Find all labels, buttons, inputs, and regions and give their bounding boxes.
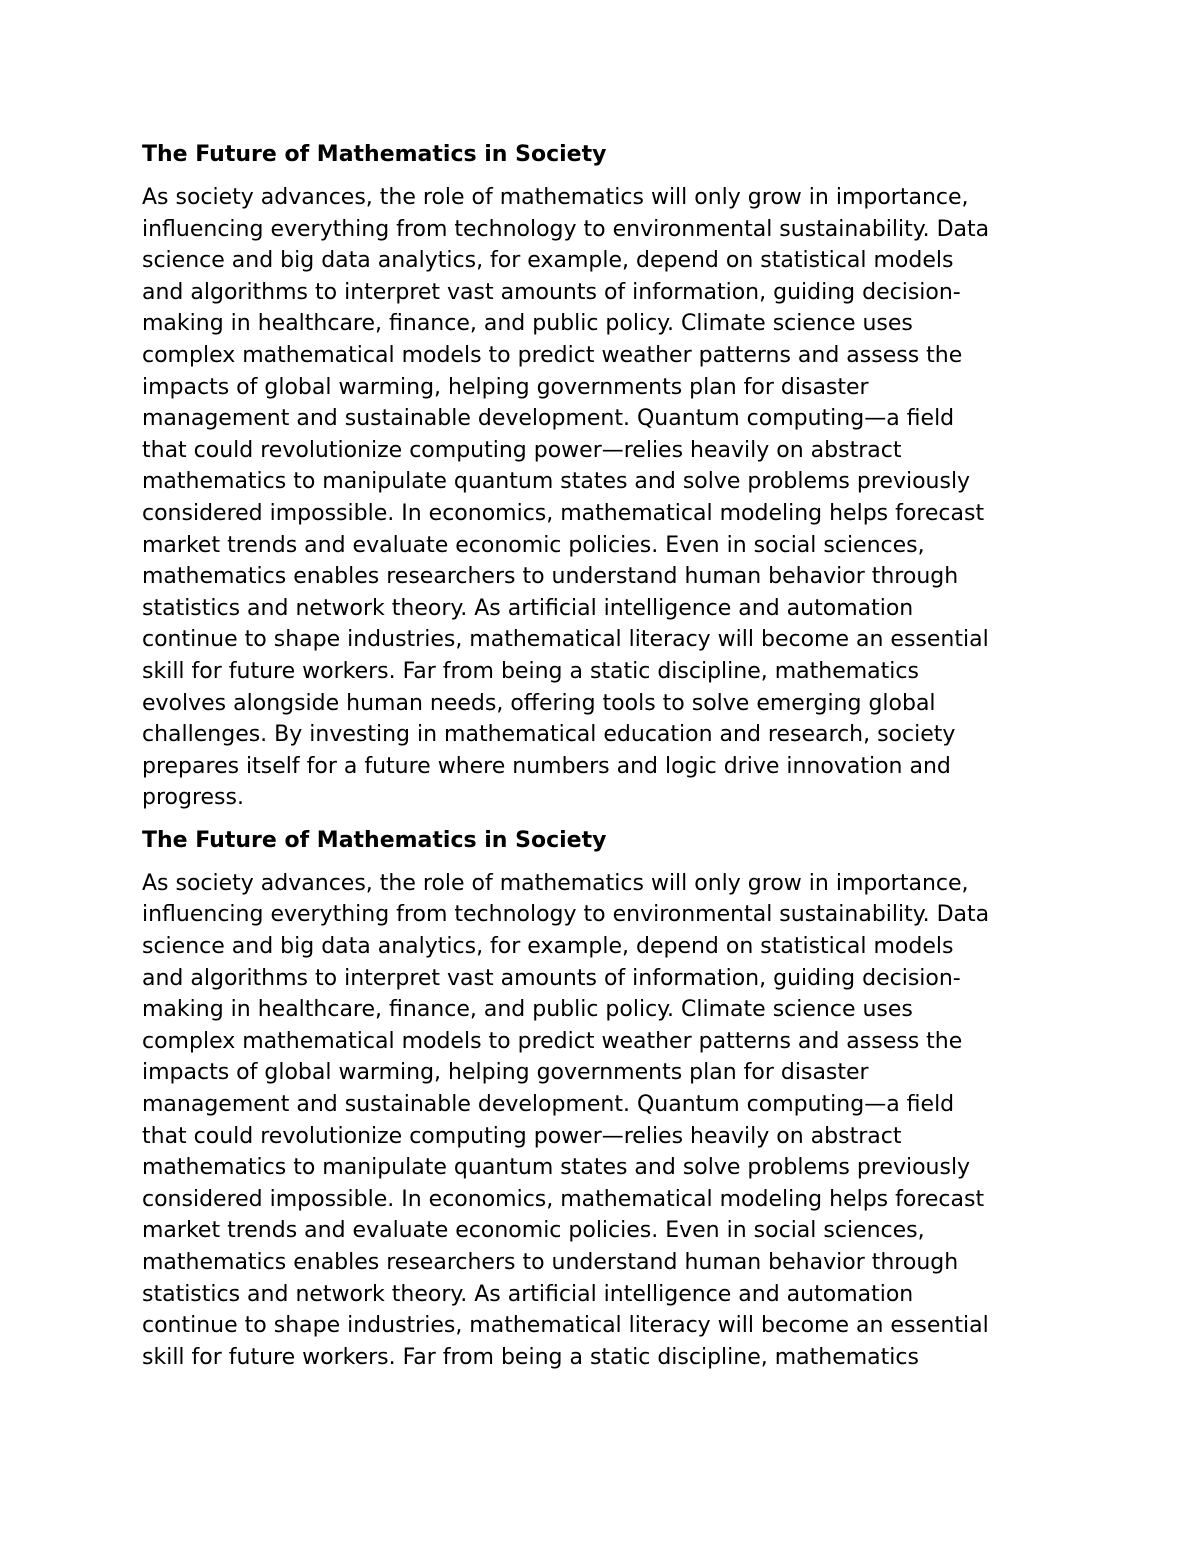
paragraph-line: skill for future workers. Far from being a static discipline, mathematics (142, 1344, 919, 1370)
paragraph-line: and algorithms to interpret vast amounts of information, guiding decision- (142, 279, 961, 305)
paragraph-line: challenges. By investing in mathematical education and research, society (142, 722, 956, 748)
paragraph-line: considered impossible. In economics, mathematical modeling helps forecast (142, 500, 985, 526)
paragraph-line: science and big data analytics, for example, depend on statistical models (142, 934, 954, 960)
section-paragraph (142, 868, 1062, 1374)
paragraph-line: mathematics to manipulate quantum states and solve problems previously (142, 469, 971, 495)
paragraph-line: complex mathematical models to predict weather patterns and assess the (142, 1028, 963, 1054)
paragraph-line: mathematics enables researchers to understand human behavior through (142, 564, 959, 590)
paragraph-line: continue to shape industries, mathematical literacy will become an essential (142, 1313, 989, 1339)
paragraph-line: complex mathematical models to predict weather patterns and assess the (142, 342, 963, 368)
paragraph-line: considered impossible. In economics, mathematical modeling helps forecast (142, 1186, 985, 1212)
paragraph-line: science and big data analytics, for example, depend on statistical models (142, 248, 954, 274)
paragraph-line: skill for future workers. Far from being a static discipline, mathematics (142, 658, 919, 684)
paragraph-line: impacts of global warming, helping governments plan for disaster (142, 1060, 869, 1086)
paragraph-line: making in healthcare, finance, and public policy. Climate science uses (142, 311, 913, 337)
paragraph-line: prepares itself for a future where numbers and logic drive innovation and (142, 753, 951, 779)
paragraph-line: and algorithms to interpret vast amounts of information, guiding decision- (142, 965, 961, 991)
paragraph-line: As society advances, the role of mathematics will only grow in importance, (142, 185, 969, 210)
section-paragraph (142, 182, 1062, 814)
paragraph-line: statistics and network theory. As artificial intelligence and automation (142, 1281, 914, 1307)
paragraph-line: mathematics to manipulate quantum states and solve problems previously (142, 1155, 971, 1181)
paragraph-line: influencing everything from technology to environmental sustainability. Data (142, 216, 990, 242)
paragraph-line: influencing everything from technology to environmental sustainability. Data (142, 902, 990, 928)
section-heading: The Future of Mathematics in Society (142, 827, 607, 853)
paragraph-line: As society advances, the role of mathematics will only grow in importance, (142, 870, 969, 896)
paragraph-line: mathematics enables researchers to understand human behavior through (142, 1250, 959, 1275)
paragraph-line: making in healthcare, finance, and public policy. Climate science uses (142, 997, 913, 1023)
paragraph-line: management and sustainable development. Quantum computing—a field (142, 1092, 955, 1118)
paragraph-line: progress. (142, 785, 244, 811)
paragraph-line: evolves alongside human needs, offering tools to solve emerging global (142, 690, 936, 716)
paragraph-line: management and sustainable development. Quantum computing—a field (142, 406, 955, 432)
paragraph-line: that could revolutionize computing power—relies heavily on abstract (142, 1123, 902, 1149)
paragraph-line: impacts of global warming, helping governments plan for disaster (142, 374, 869, 400)
paragraph-line: market trends and evaluate economic policies. Even in social sciences, (142, 532, 925, 558)
paragraph-line: market trends and evaluate economic policies. Even in social sciences, (142, 1218, 925, 1244)
paragraph-line: continue to shape industries, mathematical literacy will become an essential (142, 627, 989, 653)
paragraph-line: statistics and network theory. As artificial intelligence and automation (142, 595, 914, 621)
document-body (142, 139, 1062, 1384)
paragraph-line: that could revolutionize computing power—relies heavily on abstract (142, 437, 902, 463)
section-heading: The Future of Mathematics in Society (142, 142, 607, 167)
